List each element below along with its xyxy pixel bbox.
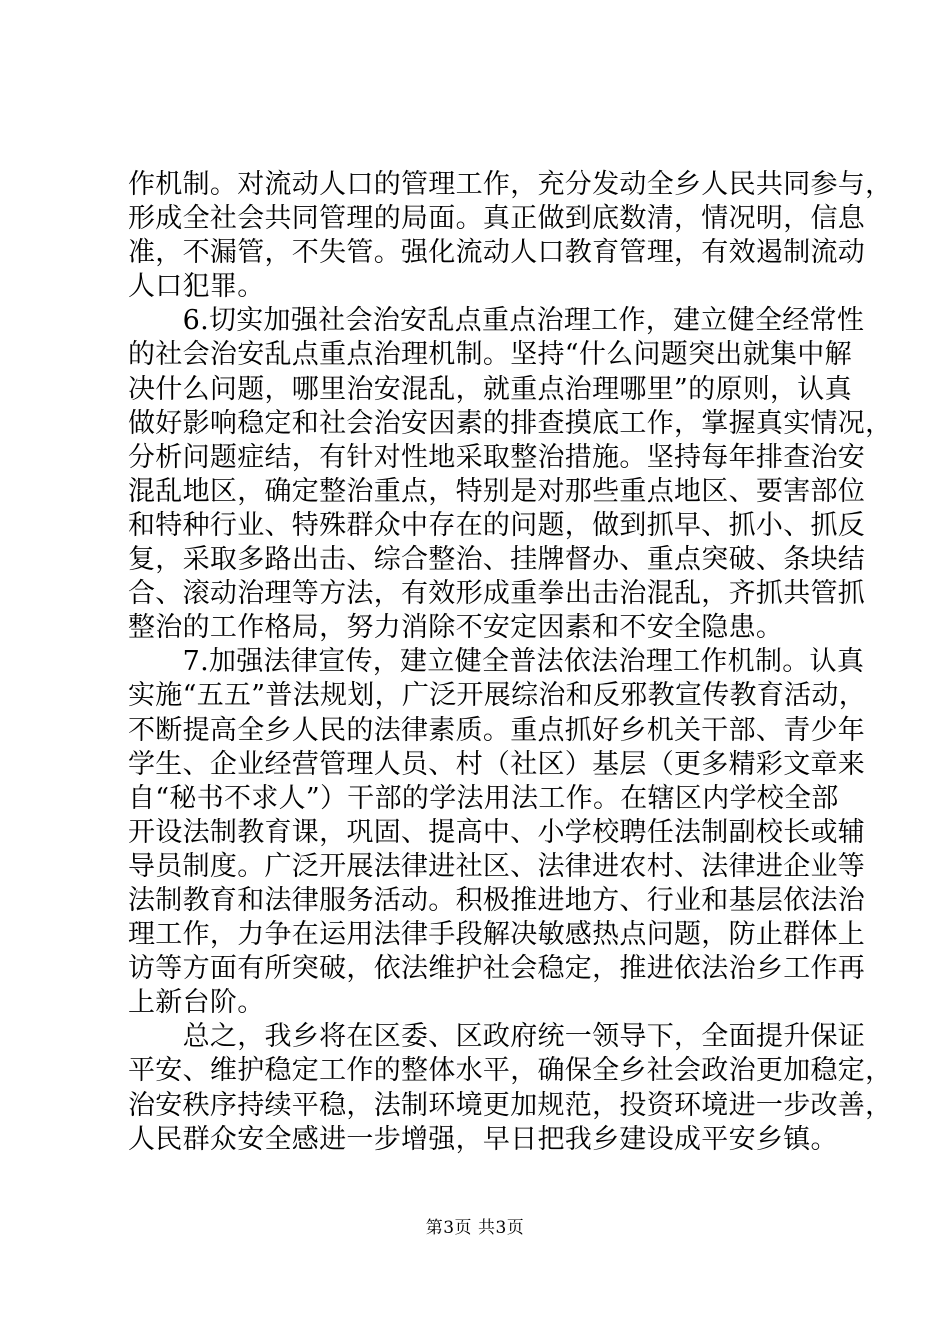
text-line: 不断提高全乡人民的法律素质。重点抓好乡机关干部、青少年: [128, 714, 866, 746]
page-footer: 第3页 共3页: [425, 1218, 525, 1238]
text-line: 复，采取多路出击、综合整治、挂牌督办、重点突破、条块结: [128, 544, 866, 576]
text-line: 形成全社会共同管理的局面。真正做到底数清，情况明，信息: [128, 203, 866, 235]
text-line: 平安、维护稳定工作的整体水平，确保全乡社会政治更加稳定，: [128, 1055, 893, 1087]
text-line: 开设法制教育课，巩固、提高中、小学校聘任法制副校长或辅: [128, 816, 866, 848]
text-line: 治安秩序持续平稳，法制环境更加规范，投资环境进一步改善，: [128, 1089, 893, 1121]
text-line: 分析问题症结，有针对性地采取整治措施。坚持每年排查治安: [128, 441, 866, 473]
text-line: 人民群众安全感进一步增强，早日把我乡建设成平安乡镇。: [128, 1123, 838, 1155]
text-line: 自“秘书不求人”）干部的学法用法工作。在辖区内学校全部: [128, 782, 839, 814]
text-line: 总之，我乡将在区委、区政府统一领导下，全面提升保证: [128, 1021, 866, 1053]
text-line: 和特种行业、特殊群众中存在的问题，做到抓早、抓小、抓反: [128, 509, 866, 541]
paragraph: [128, 168, 893, 304]
text-line: 访等方面有所突破，依法维护社会稳定，推进依法治乡工作再: [128, 953, 866, 985]
text-line: 合、滚动治理等方法，有效形成重拳出击治混乱，齐抓共管抓: [128, 578, 866, 610]
text-line: 6.切实加强社会治安乱点重点治理工作，建立健全经常性: [128, 305, 865, 337]
text-line: 做好影响稳定和社会治安因素的排查摸底工作，掌握真实情况，: [128, 407, 893, 439]
paragraph: [128, 304, 893, 645]
text-line: 7.加强法律宣传，建立健全普法依法治理工作机制。认真: [128, 646, 865, 678]
text-line: 理工作，力争在运用法律手段解决敏感热点问题，防止群体上: [128, 919, 866, 951]
text-line: 人口犯罪。: [128, 271, 265, 303]
text-line: 决什么问题，哪里治安混乱，就重点治理哪里”的原则，认真: [128, 373, 852, 405]
text-line: 导员制度。广泛开展法律进社区、法律进农村、法律进企业等: [128, 850, 866, 882]
text-line: 的社会治安乱点重点治理机制。坚持“什么问题突出就集中解: [128, 339, 852, 371]
paragraph: [128, 1020, 893, 1156]
document-body: [128, 168, 893, 1157]
paragraph: [128, 645, 867, 1020]
text-line: 法制教育和法律服务活动。积极推进地方、行业和基层依法治: [128, 884, 866, 916]
text-line: 准，不漏管，不失管。强化流动人口教育管理，有效遏制流动: [128, 237, 866, 269]
text-line: 实施“五五”普法规划，广泛开展综治和反邪教宣传教育活动，: [128, 680, 867, 712]
text-line: 学生、企业经营管理人员、村（社区）基层（更多精彩文章来: [128, 748, 866, 780]
text-line: 整治的工作格局，努力消除不安定因素和不安全隐患。: [128, 612, 784, 644]
text-line: 混乱地区，确定整治重点，特别是对那些重点地区、要害部位: [128, 475, 866, 507]
text-line: 作机制。对流动人口的管理工作，充分发动全乡人民共同参与，: [128, 169, 893, 200]
text-line: 上新台阶。: [128, 987, 265, 1019]
